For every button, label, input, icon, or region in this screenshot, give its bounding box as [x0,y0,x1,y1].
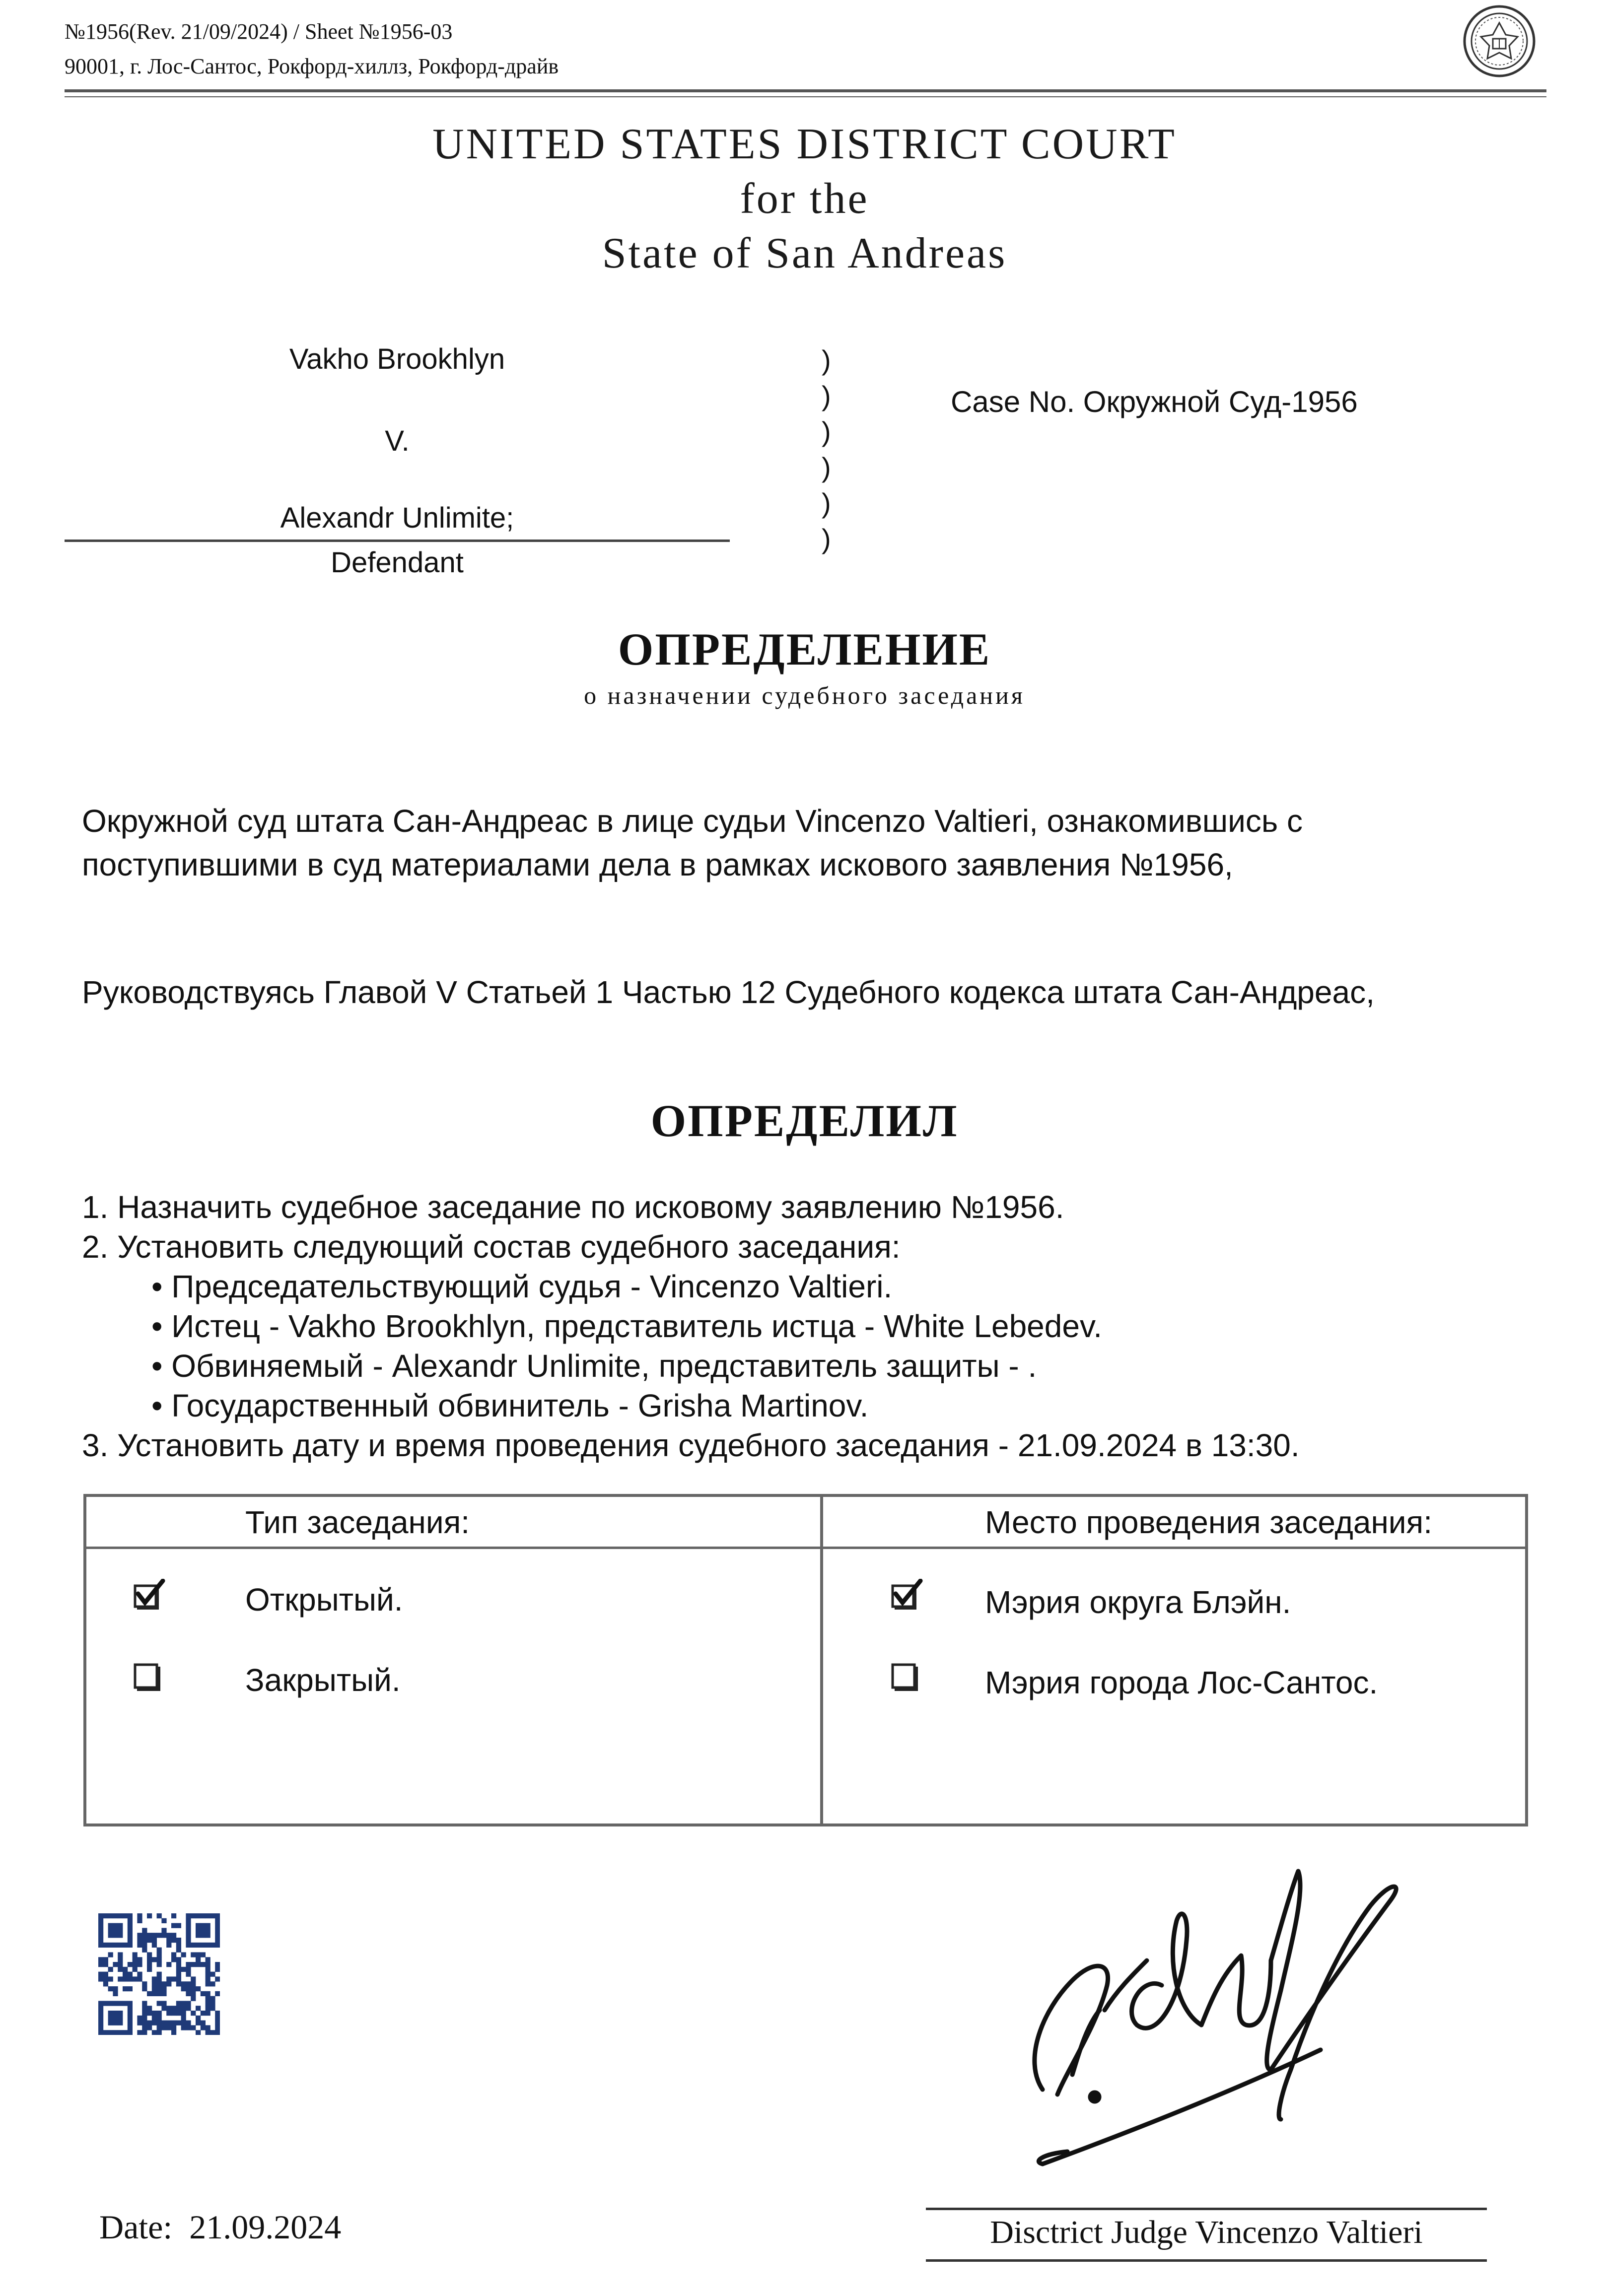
versus-label: V. [385,425,410,457]
document-subtitle: о назначении судебного заседания [584,681,1025,709]
session-type-open: Открытый. [245,1582,403,1618]
document-title: ОПРЕДЕЛЕНИЕ [618,624,991,675]
checkbox-empty-icon[interactable] [132,1661,167,1695]
date-field [99,2208,341,2247]
order-bullet-2: • Истец - Vakho Brookhlyn, представитель истца - White Lebedev. [151,1308,1102,1344]
order-bullet-1: • Председательствующий судья - Vincenzo Valtieri. [151,1269,893,1304]
order-item-2: 2. Установить следующий состав судебного заседания: [82,1229,901,1265]
session-place-header: Место проведения заседания: [985,1504,1432,1540]
header-rule-thick [65,89,1546,92]
session-type-closed: Закрытый. [245,1662,401,1698]
table-divider-vertical [820,1497,823,1823]
intro-line-1: Окружной суд штата Сан-Андреас в лице судьи Vincenzo Valtieri, ознакомившись с [82,803,1303,839]
case-number: Case No. Окружной Суд-1956 [951,385,1358,418]
date-value: 21.09.2024 [189,2208,342,2246]
checkbox-checked-icon[interactable] [132,1579,167,1614]
caption-paren: ) [822,380,831,411]
table-divider-horizontal [86,1547,1525,1549]
header-rule-thin [65,96,1546,97]
place-los-santos: Мэрия города Лос-Сантос. [985,1665,1378,1700]
place-blaine-county: Мэрия округа Блэйн. [985,1584,1291,1620]
judge-signature-line: Disctrict Judge Vincenzo Valtieri [990,2214,1423,2250]
court-address: 90001, г. Лос-Сантос, Рокфорд-хиллз, Рокфорд-драйв [65,54,559,78]
order-bullet-3: • Обвиняемый - Alexandr Unlimite, представитель защиты - . [151,1348,1037,1384]
legal-basis-paragraph: Руководствуясь Главой V Статьей 1 Частью 12 Судебного кодекса штата Сан-Андреас, [82,974,1375,1010]
intro-line-2: поступившими в суд материалами дела в рамках искового заявления №1956, [82,847,1233,882]
seal-icon [1462,4,1537,78]
court-name: UNITED STATES DISTRICT COURT [432,120,1177,168]
order-item-3: 3. Установить дату и время проведения судебного заседания - 21.09.2024 в 13:30. [82,1427,1300,1463]
order-item-1: 1. Назначить судебное заседание по исковому заявлению №1956. [82,1189,1064,1225]
plaintiff-name: Vakho Brookhlyn [289,343,505,375]
date-label: Date: [99,2208,173,2246]
defendant-name: Alexandr Unlimite; [280,502,514,534]
session-table [83,1494,1528,1826]
session-type-header: Тип заседания: [245,1504,470,1540]
signature-rule [926,2208,1487,2210]
qr-code-icon [98,1913,220,2035]
decided-heading: ОПРЕДЕЛИЛ [650,1095,959,1146]
order-bullet-4: • Государственный обвинитель - Grisha Martinov. [151,1388,869,1423]
signature-rule-bottom [926,2259,1487,2262]
signature-image [1013,1861,1420,2179]
intro-paragraph [82,799,1546,886]
checkbox-empty-icon[interactable] [890,1661,924,1695]
caption-rule [65,540,730,542]
court-for-the: for the [740,175,869,223]
caption-paren: ) [822,452,831,483]
caption-paren: ) [822,344,831,376]
doc-reference: №1956(Rev. 21/09/2024) / Sheet №1956-03 [65,19,453,44]
caption-paren: ) [822,416,831,447]
caption-paren: ) [822,523,831,554]
caption-paren: ) [822,487,831,519]
defendant-role: Defendant [331,546,464,579]
court-state: State of San Andreas [602,229,1007,277]
checkbox-checked-icon[interactable] [890,1579,924,1614]
